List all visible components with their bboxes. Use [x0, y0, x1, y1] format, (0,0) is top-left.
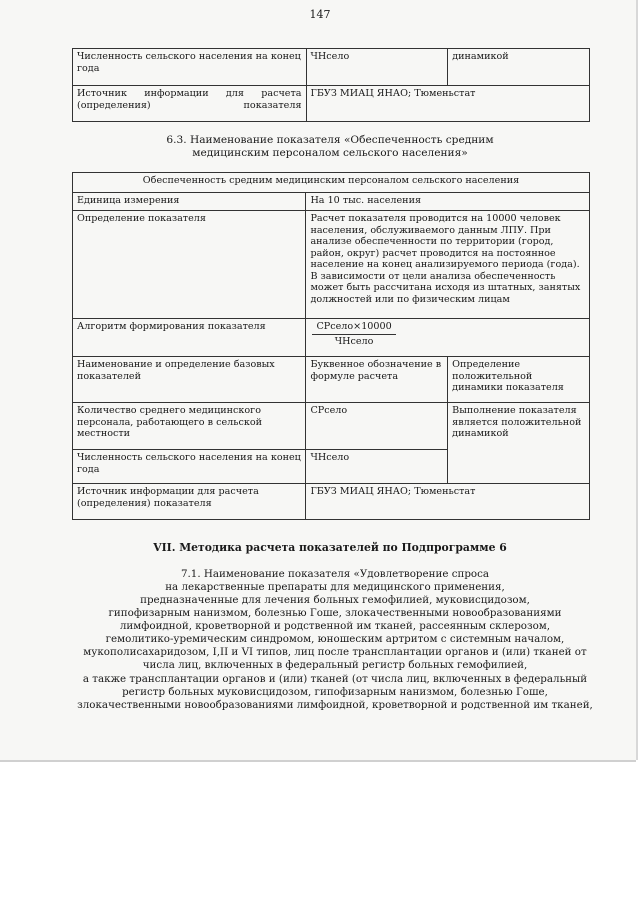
table-cell: Наименование и определение базовых показателей	[73, 357, 306, 403]
table-cell: На 10 тыс. населения	[306, 193, 590, 211]
table-cell: ГБУЗ МИАЦ ЯНАО; Тюменьстат	[306, 86, 589, 122]
table-row	[73, 211, 590, 319]
table-cell: Буквенное обозначение в формуле расчета	[306, 357, 448, 403]
indicator-table	[72, 172, 590, 520]
caption-line: медицинским персоналом сельского населения»	[192, 147, 468, 160]
table-row	[73, 403, 590, 450]
text-line: на лекарственные препараты для медицинского применения,	[165, 581, 505, 594]
formula-numerator: СРсело×10000	[312, 321, 395, 335]
table-row	[73, 193, 590, 211]
table-cell: динамикой	[448, 49, 590, 86]
text-line: гипофизарным нанизмом, болезнью Гоше, злокачественными новообразованиями	[108, 607, 562, 620]
table-cell: Единица измерения	[73, 193, 306, 211]
formula	[312, 321, 395, 347]
table-cell: ГБУЗ МИАЦ ЯНАО; Тюменьстат	[306, 484, 590, 520]
text-line: а также трансплантации органов и (или) тканей (от числа лиц, включенных в федеральный	[82, 672, 588, 685]
table-cell: Определение положительной динамики показателя	[448, 357, 590, 403]
table-cell: Выполнение показателя является положительной динамикой	[448, 403, 590, 484]
table-cell: ЧНсело	[306, 49, 448, 86]
text-line: регистр больных муковисцидозом, гипофизарным нанизмом, болезнью Гоше,	[122, 685, 548, 698]
table-row	[73, 49, 590, 86]
text-line: числа лиц, включенных в федеральный регистр больных гемофилией,	[142, 659, 528, 672]
table-cell: ЧНсело	[306, 450, 448, 484]
section-text	[70, 568, 600, 712]
table-row	[73, 484, 590, 520]
table-cell: Численность сельского населения на конец года	[73, 49, 307, 86]
table-cell: СРсело	[306, 403, 448, 450]
table-cell: Алгоритм формирования показателя	[73, 319, 306, 357]
top-table	[72, 48, 590, 122]
text-line: злокачественными новообразованиями лимфоидной, кроветворной и родственной им тканей,	[77, 698, 593, 711]
section-title: VII. Методика расчета показателей по Подпрограмме 6	[153, 541, 507, 554]
table-cell: Расчет показателя проводится на 10000 человек населения, обслуживаемого данным ЛПУ. При анализе обеспеченности по территории (город, район, округ) расчет проводится на постоянное население на конец анализируемого периода (года). В зависимости от цели анализа обеспеченность может быть рассчитана исходя из штатных, занятых должностей или по физическим лицам	[306, 211, 590, 319]
table-row	[73, 357, 590, 403]
page-number: 147	[309, 8, 331, 21]
table-cell: Источник информации для расчета (определения) показателя	[73, 484, 306, 520]
table-row	[73, 173, 590, 193]
text-line: мукополисахаридозом, I,II и VI типов, лиц после трансплантации органов и (или) тканей от	[83, 646, 587, 659]
caption-6-3	[60, 134, 600, 160]
text-line: лимфоидной, кроветворной и родственной им тканей, рассеянным склерозом,	[119, 620, 551, 633]
table-cell: Численность сельского населения на конец года	[73, 450, 306, 484]
caption-line: 6.3. Наименование показателя «Обеспеченность средним	[166, 134, 494, 146]
table-header: Обеспеченность средним медицинским персоналом сельского населения	[73, 173, 590, 193]
formula-cell	[306, 319, 590, 357]
text-line: предназначенные для лечения больных гемофилией, муковисцидозом,	[140, 594, 530, 607]
table-cell: Источник информации для расчета (определения) показателя	[73, 86, 307, 122]
table-cell: Количество среднего медицинского персонала, работающего в сельской местности	[73, 403, 306, 450]
table-row	[73, 86, 590, 122]
text-line: 7.1. Наименование показателя «Удовлетворение спроса	[180, 568, 490, 580]
formula-denominator: ЧНсело	[334, 335, 374, 347]
text-line: гемолитико-уремическим синдромом, юношеским артритом с системным началом,	[105, 633, 565, 646]
table-row	[73, 319, 590, 357]
table-cell: Определение показателя	[73, 211, 306, 319]
